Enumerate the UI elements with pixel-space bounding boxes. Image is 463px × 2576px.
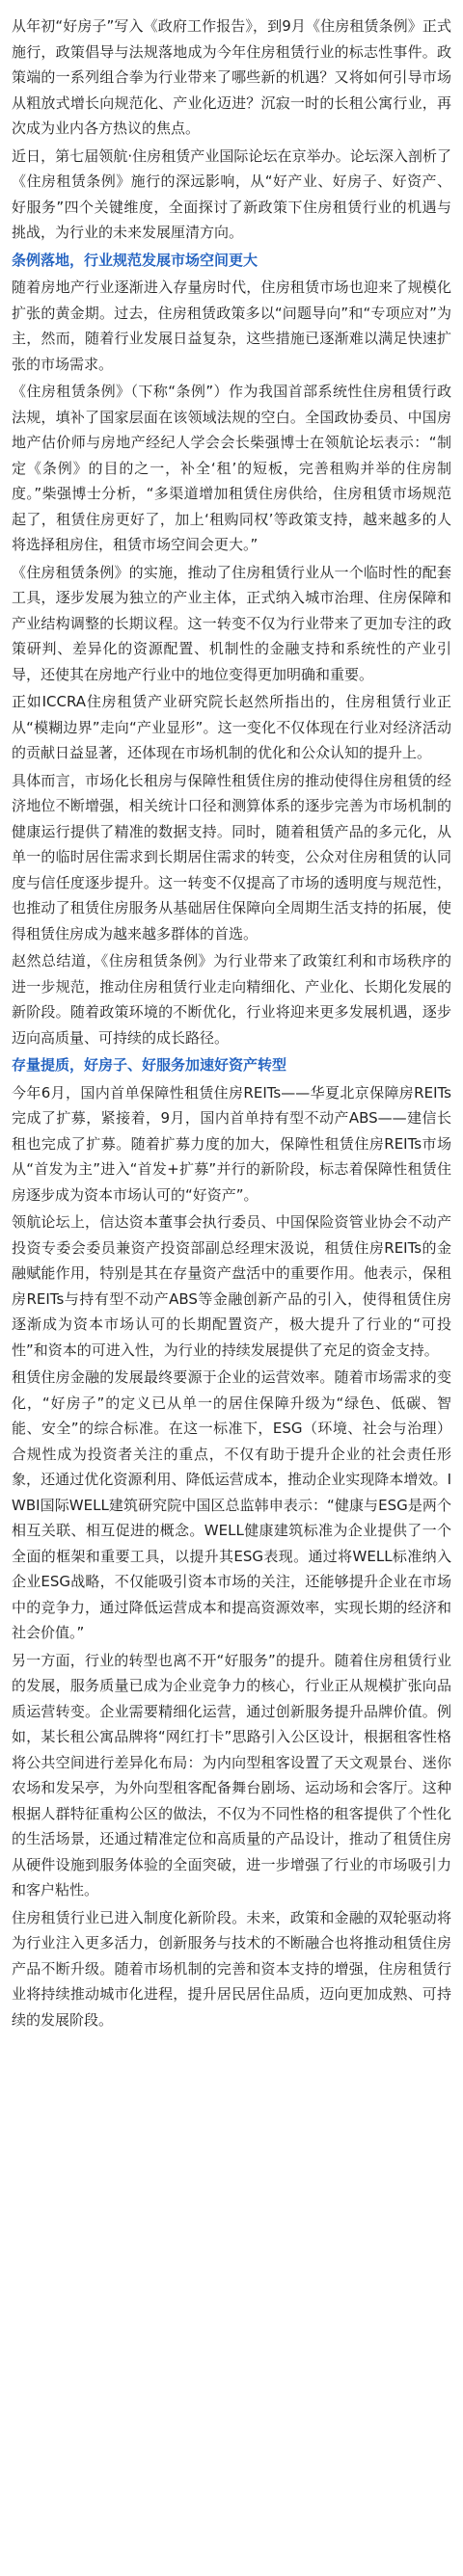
paragraph: 具体而言，市场化长租房与保障性租赁住房的推动使得住房租赁的经济地位不断增强，相关统计口径和测算体系的逐步完善为市场机制的健康运行提供了精准的数据支持。同时，随着租赁产品的多元化，从单一的临时居住需求到长期居住需求的转变，公众对住房租赁的认同度与信任度逐步提升。这一转变不仅提高了市场的透明度与规范性，也推动了租赁住房服务从基础居住保障向全周期生活支持的拓展，使得租赁住房成为越来越多群体的首选。 <box>12 771 451 943</box>
section-heading: 条例落地，行业规范发展市场空间更大 <box>12 251 259 269</box>
paragraph: 正如ICCRA住房租赁产业研究院长赵然所指出的，住房租赁行业正从“模糊边界”走向“产业显形”。这一变化不仅体现在行业对经济活动的贡献日益显著，还体现在市场机制的优化和公众认知的提升上。 <box>12 693 451 761</box>
paragraph: 从年初“好房子”写入《政府工作报告》，到9月《住房租赁条例》正式施行，政策倡导与法规落地成为今年住房租赁行业的标志性事件。政策端的一系列组合拳为行业带来了哪些新的机遇？又将如何引导市场从粗放式增长向规范化、产业化迈进？沉寂一时的长租公寓行业，再次成为业内各方热议的焦点。 <box>12 17 451 137</box>
paragraph: 另一方面，行业的转型也离不开“好服务”的提升。随着住房租赁行业的发展，服务质量已成为企业竞争力的核心，行业正从规模扩张向品质运营转变。企业需要精细化运营，通过创新服务提升品牌价值。例如，某长租公寓品牌将“网红打卡”思路引入公区设计，根据租客性格将公共空间进行差异化布局：为内向型租客设置了天文观景台、迷你农场和发呆亭，为外向型租客配备舞台剧场、运动场和会客厅。这种根据人群特征重构公区的做法，不仅为不同性格的租客提供了个性化的生活场景，还通过精准定位和高质量的产品设计，推动了租赁住房从硬件设施到服务体验的全面突破，进一步增强了行业的市场吸引力和客户粘性。 <box>12 1651 451 1899</box>
paragraph: 今年6月，国内首单保障性租赁住房REITs——华夏北京保障房REITs完成了扩募，紧接着，9月，国内首单持有型不动产ABS——建信长租也完成了扩募。随着扩募力度的加大，保障性租赁住房REITs市场从“首发为主”进入“首发+扩募”并行的新阶段，标志着保障性租赁住房逐步成为资本市场认可的“好资产”。 <box>12 1083 451 1204</box>
paragraph: 租赁住房金融的发展最终要源于企业的运营效率。随着市场需求的变化，“好房子”的定义已从单一的居住保障升级为“绿色、低碳、智能、安全”的综合标准。在这一标准下，ESG（环境、社会与治理）合规性成为投资者关注的重点，不仅有助于提升企业的社会责任形象，还通过优化资源利用、降低运营成本，推动企业实现降本增效。IWBI国际WELL建筑研究院中国区总监韩申表示：“健康与ESG是两个相互关联、相互促进的概念。WELL健康建筑标准为企业提供了一个全面的框架和重要工具，以提升其ESG表现。通过将WELL标准纳入企业ESG战略，不仅能吸引资本市场的关注，还能够提升企业在市场中的竞争力，通过降低运营成本和提高资源效率，实现长期的经济和社会价值。” <box>12 1368 451 1641</box>
paragraph: 领航论坛上，信达资本董事会执行委员、中国保险资管业协会不动产投资专委会委员兼资产投资部副总经理宋汲说，租赁住房REITs的金融赋能作用，特别是其在存量资产盘活中的重要作用。他表示，保租房REITs与持有型不动产ABS等金融创新产品的引入，使得租赁住房逐渐成为资本市场认可的长期配置资产，极大提升了行业的“可投性”和资本的可进入性，为行业的持续发展提供了充足的资金支持。 <box>12 1213 451 1359</box>
paragraph: 近日，第七届领航·住房租赁产业国际论坛在京举办。论坛深入剖析了《住房租赁条例》施行的深远影响，从“好产业、好房子、好资产、好服务”四个关键维度，全面探讨了新政策下住房租赁行业的机遇与挑战，为行业的未来发展厘清方向。 <box>12 146 451 241</box>
paragraph: 赵然总结道，《住房租赁条例》为行业带来了政策红利和市场秩序的进一步规范，推动住房租赁行业走向精细化、产业化、长期化发展的新阶段。随着政策环境的不断优化，行业将迎来更多发展机遇，逐步迈向高质量、可持续的成长路径。 <box>12 952 451 1047</box>
section-heading: 存量提质，好房子、好服务加速好资产转型 <box>12 1056 287 1074</box>
paragraph: 《住房租赁条例》（下称“条例”）作为我国首部系统性住房租赁行政法规，填补了国家层面在该领域法规的空白。全国政协委员、中国房地产估价师与房地产经纪人学会会长柴强博士在领航论坛表示：“制定《条例》的目的之一，补全‘租’的短板，完善租购并举的住房制度。”柴强博士分析，“多渠道增加租赁住房供给，住房租赁市场规范起了，租赁住房更好了，加上‘租购同权’等政策支持，越来越多的人将选择租房住，租赁市场空间会更大。” <box>12 383 451 553</box>
paragraph: 《住房租赁条例》的实施，推动了住房租赁行业从一个临时性的配套工具，逐步发展为独立的产业主体，正式纳入城市治理、住房保障和产业结构调整的长期议程。这一转变不仅为行业带来了更加专注的政策研判、差异化的资源配置、机制性的金融支持和系统性的产业引导，还使其在房地产行业中的地位变得更加明确和重要。 <box>12 563 451 683</box>
paragraph: 随着房地产行业逐渐进入存量房时代，住房租赁市场也迎来了规模化扩张的黄金期。过去，住房租赁政策多以“问题导向”和“专项应对”为主，然而，随着行业发展日益复杂，这些措施已逐渐难以满足快速扩张的市场需求。 <box>12 279 451 373</box>
paragraph: 住房租赁行业已进入制度化新阶段。未来，政策和金融的双轮驱动将为行业注入更多活力，创新服务与技术的不断融合也将推动租赁住房产品不断升级。随着市场机制的完善和资本支持的增强，住房租赁行业将持续推动城市化进程，提升居民居住品质，迈向更加成熟、可持续的发展阶段。 <box>12 1908 451 2029</box>
